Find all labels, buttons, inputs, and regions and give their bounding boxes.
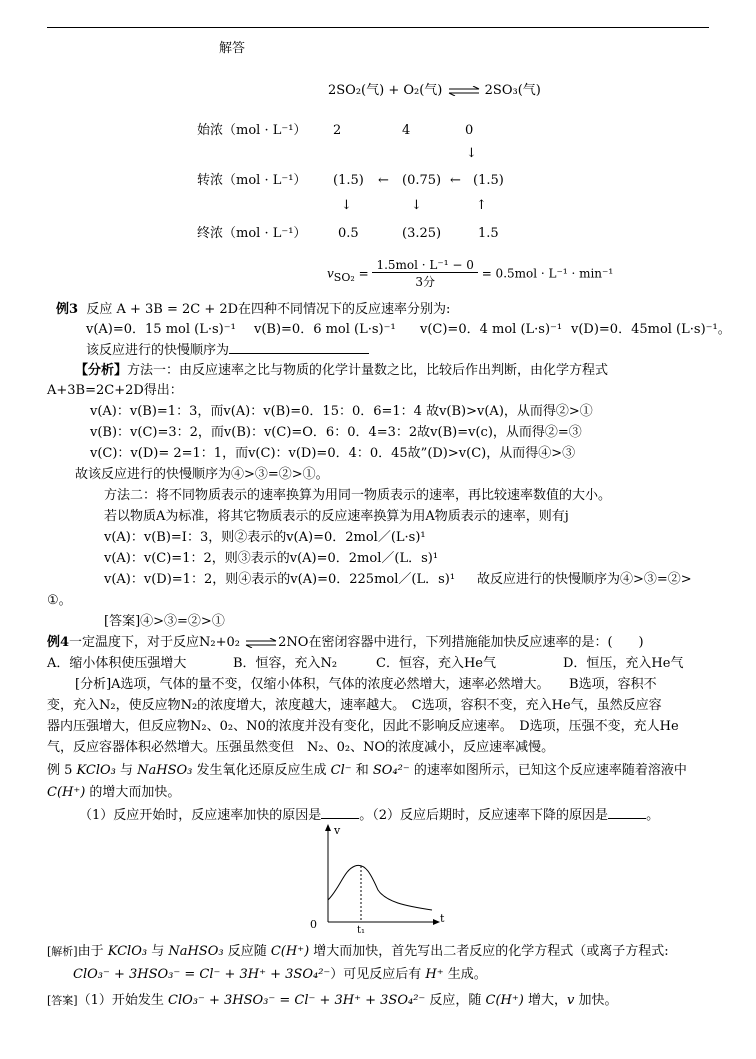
rate-result: = 0.5mol · L⁻¹ · min⁻¹ xyxy=(481,266,614,281)
ex5-text-b: 发生氧化还原反应生成 xyxy=(192,763,331,778)
x-axis-label: t xyxy=(440,912,445,925)
row-change-v1: (1.5) xyxy=(333,173,364,188)
solution-heading: 解答 xyxy=(219,41,246,56)
equilibrium-arrow-icon xyxy=(447,86,481,96)
ex4-equilibrium-arrow-icon xyxy=(244,638,278,648)
ionic-tail: ）可见反应后有 xyxy=(330,967,426,982)
jiexi-c-h-plus: C(H⁺) xyxy=(270,944,310,959)
ex5-q-end: 。 xyxy=(646,808,660,823)
answer-v: v xyxy=(566,993,575,1008)
ex5-line2-text: 的增大而加快。 xyxy=(85,785,181,800)
rate-v: v xyxy=(327,266,334,281)
ex4-question xyxy=(47,634,644,652)
arrow-down-1: ↓ xyxy=(466,146,477,161)
ex5-line-2 xyxy=(47,784,180,802)
cl-ion: Cl⁻ xyxy=(330,763,352,778)
ex5-label: 例 5 xyxy=(47,763,77,778)
ex3-question xyxy=(56,301,450,319)
ex3-method2-last: v(A)：v(D)=1：2，则④表示的v(A)=0．225mol／(L．s)¹ xyxy=(104,572,456,587)
ex5-q2: 。（2）反应后期时，反应速率下降的原因是 xyxy=(359,808,609,823)
ex4-option-a: A．缩小体积使压强增大 xyxy=(47,656,187,671)
analysis-label: 【分析】 xyxy=(75,363,128,378)
ex3-method2-2: 若以物质A为标准，将其它物质表示的反应速率换算为用A物质表示的速率，则有j xyxy=(104,509,569,524)
ex5-and-2: 和 xyxy=(351,763,373,778)
rate-curve xyxy=(328,865,432,910)
row-final-label: 终浓（mol · L⁻¹） xyxy=(197,226,307,241)
rate-denominator: 3分 xyxy=(415,275,435,289)
y-axis-label: v xyxy=(334,824,341,837)
jiexi-d: 增大而加快，首先写出二者反应的化学方程式（或离子方程式: xyxy=(309,944,669,959)
ex4-option-b: B．恒容，充入N₂ xyxy=(233,656,338,671)
y-axis-arrow-icon xyxy=(325,824,331,831)
ex3-answer: [答案]④>③=②>① xyxy=(104,614,225,629)
ex4-analysis-4: 气，反应容器体积必然增大。压强虽然变但 N₂、0₂、NO的浓度减小，反应速率减慢。 xyxy=(47,740,555,755)
reaction-lhs: 2SO₂(气) + O₂(气) xyxy=(328,83,443,98)
jiexi-nahso3: NaHSO₃ xyxy=(168,944,224,959)
row-initial-v3: 0 xyxy=(465,123,474,138)
ex4-q-pre: 一定温度下，对于反应N₂+0₂ xyxy=(69,635,241,650)
arrow-left-1: ← xyxy=(378,173,389,188)
answer-b: 反应，随 xyxy=(425,993,486,1008)
ex5-analysis xyxy=(47,943,669,961)
ex3-rate-d: v(D)=0．45mol (L·s)⁻¹。 xyxy=(571,322,731,337)
answer-label: [答案] xyxy=(47,994,78,1007)
t1-label: t₁ xyxy=(357,925,366,934)
jiexi-a: 由于 xyxy=(77,944,108,959)
reaction-rhs: 2SO₃(气) xyxy=(484,83,541,98)
row-change-label: 转浓（mol · L⁻¹） xyxy=(197,173,307,188)
ex3-step-3: v(C)：v(D)= 2=1：1，而v(C)：v(D)=0．4：0．45故”(D)>v(C)，从而得④>③ xyxy=(90,446,576,461)
ex3-rate-a: v(A)=0．15 mol (L·s)⁻¹ xyxy=(86,322,236,337)
rate-sub: SO₂ xyxy=(333,270,355,284)
ionic-end: 生成。 xyxy=(443,967,487,982)
ex3-question-text: 反应 A + 3B = 2C + 2D在四种不同情况下的反应速率分别为: xyxy=(86,302,451,317)
jiexi-b: 与 xyxy=(147,944,169,959)
ex5-blank-1[interactable] xyxy=(321,806,359,819)
arrow-left-2: ← xyxy=(450,173,461,188)
answer-a: （1）开始发生 xyxy=(77,993,168,1008)
ex3-analysis-1 xyxy=(75,362,608,380)
ex5-ionic xyxy=(73,966,487,984)
jiexi-kclo3: KClO₃ xyxy=(107,944,148,959)
ex5-text-c: 的速率如图所示，已知这个反应速率随着溶液中 xyxy=(409,763,687,778)
rate-fraction xyxy=(372,258,477,290)
ex4-q-post: 2NO在密闭容器中进行，下列措施能加快反应速率的是：( ) xyxy=(278,635,644,650)
ex5-blank-2[interactable] xyxy=(608,806,646,819)
ex4-option-c: C．恒容，充入He气 xyxy=(376,656,496,671)
row-final-v2: (3.25) xyxy=(402,226,442,241)
ex3-label: 例3 xyxy=(56,302,79,317)
arrow-up-1: ↑ xyxy=(476,198,487,213)
rate-formula: $v_{SO_2}$ = $\frac{\text{1.5mol · L⁻¹ − 0}}{\text{3分}}$ = 0.5mol · L⁻¹ · min⁻¹ xyxy=(327,258,614,289)
ex3-rate-c: v(C)=0．4 mol (L·s)⁻¹ xyxy=(420,322,563,337)
ex3-conclusion: 故该反应进行的快慢顺序为④>③=②>①。 xyxy=(75,467,329,482)
c-h-plus: C(H⁺) xyxy=(47,785,86,800)
ex3-method2-end: ①。 xyxy=(47,593,72,608)
ex3-analysis-2: A+3B=2C+2D得出： xyxy=(47,383,183,398)
kclo3-formula: KClO₃ xyxy=(76,763,116,778)
ex5-q1: （1）反应开始时，反应速率加快的原因是 xyxy=(79,808,322,823)
ex3-method2-step-2: v(A)：v(C)=1：2，则③表示的v(A)=0．2mol／(L．s)¹ xyxy=(104,551,439,566)
nahso3-formula: NaHSO₃ xyxy=(137,763,193,778)
ex4-analysis-3: 器内压强增大，但反应物N₂、0₂、N0的浓度并没有变化，因此不影响反应速率。 D选项，压强不变，充人He xyxy=(47,719,679,734)
arrow-down-3: ↓ xyxy=(411,198,422,213)
arrow-down-2: ↓ xyxy=(341,198,352,213)
row-initial-v1: 2 xyxy=(333,123,342,138)
ex4-analysis-1: [分析]A选项，气体的量不变，仅缩小体积，气体的浓度必然增大，速率必然增大。 B选项，容积不 xyxy=(75,677,657,692)
header-rule xyxy=(47,27,709,28)
row-initial-label: 始浓（mol · L⁻¹） xyxy=(197,123,307,138)
rate-time-graph xyxy=(300,822,450,934)
ex3-step-1: v(A)：v(B)=1：3，而v(A)：v(B)=0．15：0．6=1：4 故v(B)>v(A)，从而得②>① xyxy=(90,404,593,419)
analysis-text: 方法一：由反应速率之比与物质的化学计量数之比，比较后作出判断，由化学方程式 xyxy=(127,363,609,378)
h-ion: H⁺ xyxy=(425,967,444,982)
ex3-order-question xyxy=(86,341,369,360)
row-final-v1: 0.5 xyxy=(338,226,359,241)
ex4-analysis-2: 变，充入N₂，使反应物N₂的浓度增大，浓度越大，速率越大。 C选项，容积不变，充入He气，虽然反应容 xyxy=(47,698,662,713)
ex5-and-1: 与 xyxy=(115,763,138,778)
x-axis-arrow-icon xyxy=(433,919,440,925)
row-change-v2: (0.75) xyxy=(402,173,442,188)
answer-d: 加快。 xyxy=(574,993,618,1008)
rate-numerator: 1.5mol · L⁻¹ − 0 xyxy=(372,258,477,273)
ex3-method2-tail: 故反应进行的快慢顺序为④>③=②> xyxy=(477,572,692,587)
ex3-order-text: 该反应进行的快慢顺序为 xyxy=(86,343,230,358)
answer-c-h-plus: C(H⁺) xyxy=(485,993,524,1008)
ex3-method2-step-1: v(A)：v(B)=I：3，则②表示的v(A)=0．2mol／(L·s)¹ xyxy=(104,530,426,545)
row-initial-v2: 4 xyxy=(402,123,411,138)
ionic-equation: ClO₃⁻ + 3HSO₃⁻ = Cl⁻ + 3H⁺ + 3SO₄²⁻ xyxy=(73,967,331,982)
row-final-v3: 1.5 xyxy=(478,226,499,241)
jiexi-c: 反应随 xyxy=(223,944,271,959)
origin-label: 0 xyxy=(310,918,317,931)
reaction-equation xyxy=(328,82,541,100)
row-change-v3: (1.5) xyxy=(473,173,504,188)
ex3-method2-1: 方法二：将不同物质表示的速率换算为用同一物质表示的速率，再比较速率数值的大小。 xyxy=(104,488,612,503)
ex4-option-d: D．恒压，充入He气 xyxy=(563,656,684,671)
so4-ion: SO₄²⁻ xyxy=(372,763,410,778)
ex3-step-2: v(B)：v(C)=3：2，而v(B)：v(C)=O．6：0．4=3：2故v(B)=v(c)，从而得②=③ xyxy=(90,425,582,440)
ex5-answer xyxy=(47,992,617,1010)
jiexi-label: [解析] xyxy=(47,945,78,958)
answer-equation: ClO₃⁻ + 3HSO₃⁻ = Cl⁻ + 3H⁺ + 3SO₄²⁻ xyxy=(168,993,426,1008)
ex4-label: 例4 xyxy=(47,635,70,650)
answer-blank[interactable] xyxy=(229,341,369,354)
ex5-line-1 xyxy=(47,762,687,780)
answer-c: 增大， xyxy=(523,993,567,1008)
ex3-rate-b: v(B)=0．6 mol (L·s)⁻¹ xyxy=(254,322,396,337)
